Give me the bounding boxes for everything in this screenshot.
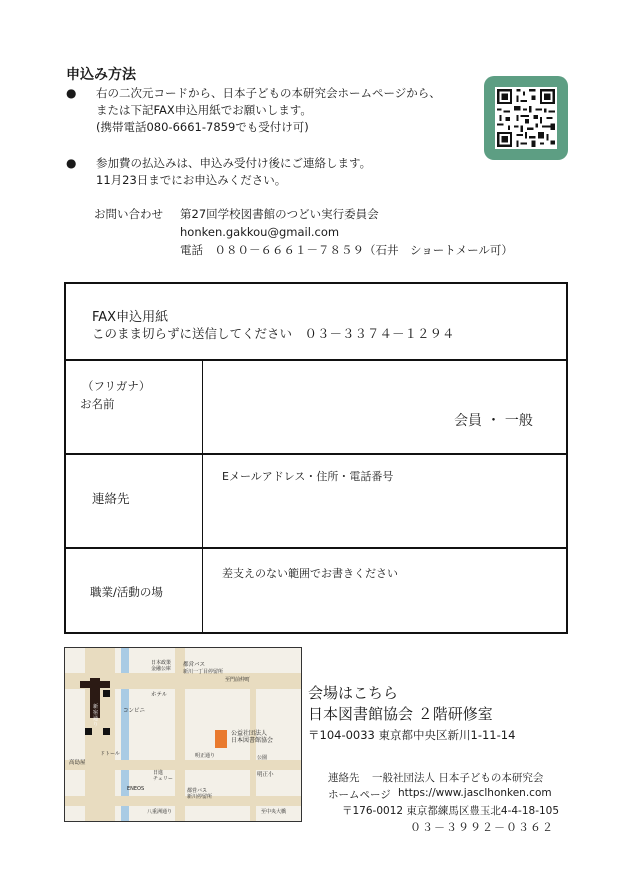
map-label-chikatetsu: 至門前仲町 — [225, 677, 251, 683]
venue-address: 〒104-0033 東京都中央区新川1-11-14 — [308, 728, 516, 742]
map-label-park: 公園 — [257, 755, 268, 761]
contact-phone: ０３－３９９２－０３６２ — [410, 821, 554, 834]
section-title: 申込み方法 — [66, 67, 136, 83]
fax-instruction: このまま切らずに送信してください ０３－３３７４－１２９４ — [92, 326, 455, 341]
intro-line-1: 右の二次元コードから、日本子どもの本研究会ホームページから、 — [96, 86, 441, 100]
contact-org: 一般社団法人 日本子どもの本研究会 — [372, 772, 544, 784]
map-label-conveni: コンビニ — [123, 708, 146, 714]
qr-pattern-icon — [495, 87, 557, 149]
intro-line-2: または下記FAX申込用紙でお願いします。 — [96, 103, 312, 117]
map-label-venue: 公益社団法人 日本図書館協会 — [231, 730, 274, 744]
venue-map — [64, 647, 302, 822]
map-label-meiji: 明正通り — [195, 753, 216, 759]
contact-input-area[interactable] — [204, 455, 564, 547]
job-input-area[interactable] — [204, 549, 564, 632]
venue-heading: 会場はこちら — [308, 684, 399, 702]
homepage-label: ホームページ — [328, 789, 391, 801]
homepage-link[interactable]: https://www.jasclhonken.com — [398, 787, 552, 799]
intro-line-3: (携帯電話080-6661-7859でも受付け可) — [96, 120, 309, 134]
bullet-icon: ● — [66, 156, 77, 170]
map-label-doutor: ドトール — [100, 751, 120, 757]
contact-label: 連絡先 — [92, 491, 130, 506]
job-hint: 差支えのない範囲でお書きください — [222, 567, 398, 580]
map-label-kayabacho: 至中央大橋 — [261, 809, 287, 815]
map-label-takashimaya: 高島屋 — [69, 760, 86, 766]
payment-line-1: 参加費の払込みは、申込み受付け後にご連絡します。 — [96, 156, 372, 170]
furigana-label: （フリガナ） — [82, 379, 151, 393]
inquiry-email[interactable]: honken.gakkou@gmail.com — [180, 225, 340, 239]
form-column-divider — [202, 361, 203, 632]
job-label: 職業/活動の場 — [90, 585, 163, 599]
payment-line-2: 11月23日までにお申込みください。 — [96, 173, 287, 187]
bullet-icon: ● — [66, 86, 77, 100]
inquiry-label: お問い合わせ — [94, 207, 163, 221]
map-label-shinjuku-dori: 新宿通り — [93, 704, 99, 728]
name-input-area[interactable] — [204, 361, 564, 453]
qr-code[interactable] — [484, 76, 568, 160]
map-label-meisho-school: 明正小 — [257, 772, 274, 778]
inquiry-org: 第27回学校図書館のつどい実行委員会 — [180, 207, 379, 221]
map-label-kaiho: 日本政策 金融公庫 — [151, 660, 172, 672]
contact-address: 〒176-0012 東京都練馬区豊玉北4-4-18-105 — [342, 805, 560, 817]
map-label-toei-bus: 都営バス — [183, 662, 206, 668]
contact-hint: Eメールアドレス・住所・電話番号 — [222, 470, 394, 483]
map-label-hatchobori: 八重洲通り — [147, 809, 173, 815]
member-type-choice[interactable]: 会員 ・ 一般 — [454, 413, 533, 429]
name-label: お名前 — [80, 397, 115, 411]
map-label-shinkawa-stop: 新川一丁目停留所 — [183, 669, 224, 675]
fax-form-title: FAX申込用紙 — [92, 310, 169, 325]
map-label-toei-bus-2: 都営バス 新川停留所 — [187, 788, 213, 800]
map-label-nikka: 日進 チェリー — [153, 770, 173, 782]
venue-name: 日本図書館協会 ２階研修室 — [308, 705, 493, 723]
fax-application-form — [64, 282, 568, 634]
map-label-hotel: ホテル — [151, 692, 168, 698]
map-label-eneos: ENEOS — [127, 786, 145, 792]
contact-label: 連絡先 — [328, 772, 360, 784]
inquiry-phone: 電話 ０８０－６６６１－７８５９（石井 ショートメール可） — [180, 243, 513, 257]
